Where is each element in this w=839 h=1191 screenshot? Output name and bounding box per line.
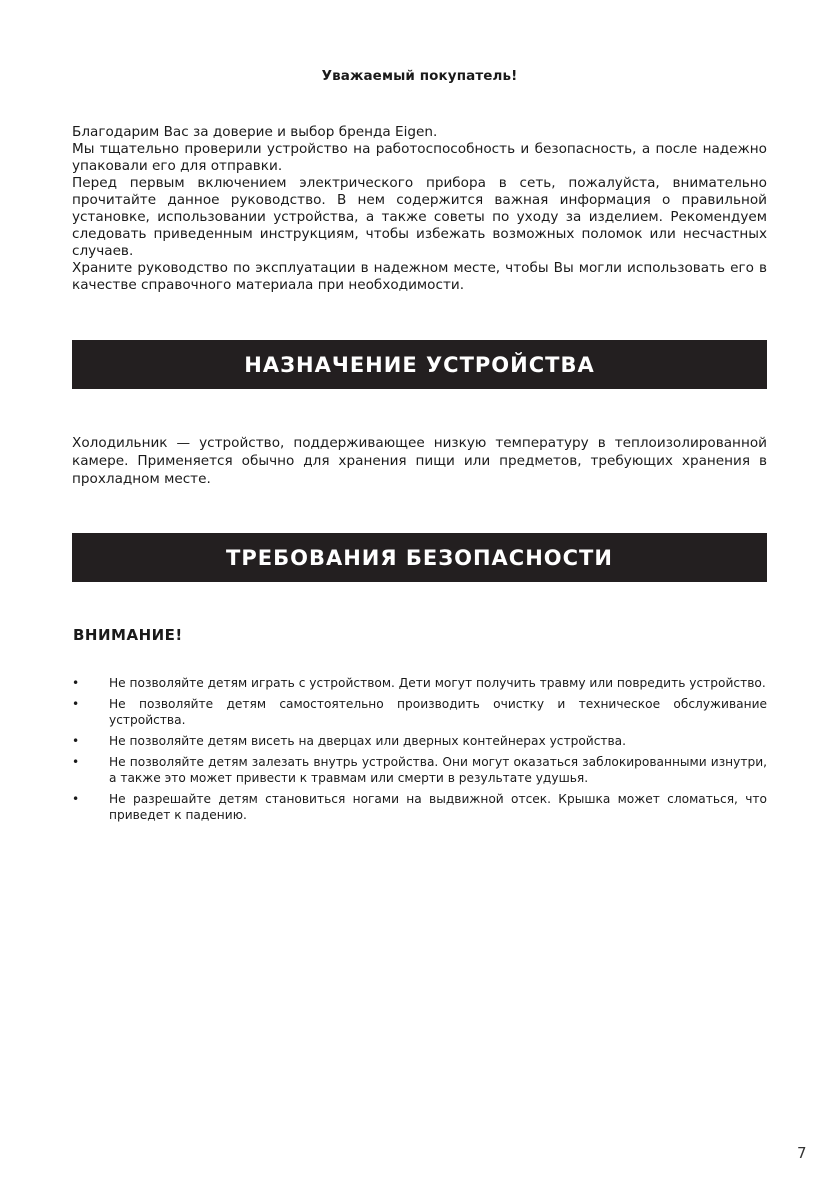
section-title: НАЗНАЧЕНИЕ УСТРОЙСТВА	[244, 352, 595, 377]
list-item-text: Не позволяйте детям залезать внутрь устройства. Они могут оказаться заблокированными изнутри, а также это может привести к травмам или смерти в результате удушья.	[109, 755, 767, 785]
bullet-icon: •	[72, 792, 80, 806]
bullet-icon: •	[72, 697, 80, 711]
intro-paragraph: Храните руководство по эксплуатации в надежном месте, чтобы Вы могли использовать его в качестве справочного материала при необходимости.	[72, 260, 767, 293]
list-item	[72, 696, 767, 728]
section-header-safety	[72, 533, 767, 582]
bullet-icon: •	[72, 676, 80, 690]
intro-paragraph: Мы тщательно проверили устройство на работоспособность и безопасность, а после надежно упаковали его для отправки.	[72, 141, 767, 174]
safety-list	[72, 675, 767, 828]
section-title: ТРЕБОВАНИЯ БЕЗОПАСНОСТИ	[226, 545, 613, 570]
section-header-purpose	[72, 340, 767, 389]
intro-paragraph: Благодарим Вас за доверие и выбор бренда Eigen.	[72, 124, 438, 140]
list-item-text: Не разрешайте детям становиться ногами на выдвижной отсек. Крышка может сломаться, что приведет к падению.	[109, 792, 767, 822]
intro-text	[72, 124, 767, 294]
warning-title: ВНИМАНИЕ!	[73, 626, 183, 644]
list-item	[72, 791, 767, 823]
intro-paragraph: Перед первым включением электрического прибора в сеть, пожалуйста, внимательно прочитайте данное руководство. В нем содержится важная информация о правильной установке, использовании устройства, а также советы по уходу за изделием. Рекомендуем следовать приведенным инструкциям, чтобы избежать возможных поломок или несчастных случаев.	[72, 175, 767, 259]
page-number: 7	[797, 1144, 807, 1162]
list-item	[72, 733, 767, 749]
list-item	[72, 675, 767, 691]
list-item-text: Не позволяйте детям висеть на дверцах или дверных контейнерах устройства.	[109, 734, 627, 748]
bullet-icon: •	[72, 734, 80, 748]
list-item	[72, 754, 767, 786]
greeting-heading: Уважаемый покупатель!	[321, 68, 518, 84]
purpose-text: Холодильник — устройство, поддерживающее низкую температуру в теплоизолированной камере. Применяется обычно для хранения пищи или предметов, требующих хранения в прохладном месте.	[72, 435, 767, 487]
bullet-icon: •	[72, 755, 80, 769]
list-item-text: Не позволяйте детям самостоятельно производить очистку и техническое обслуживание устройства.	[109, 697, 767, 727]
list-item-text: Не позволяйте детям играть с устройством. Дети могут получить травму или повредить устройство.	[109, 676, 766, 690]
